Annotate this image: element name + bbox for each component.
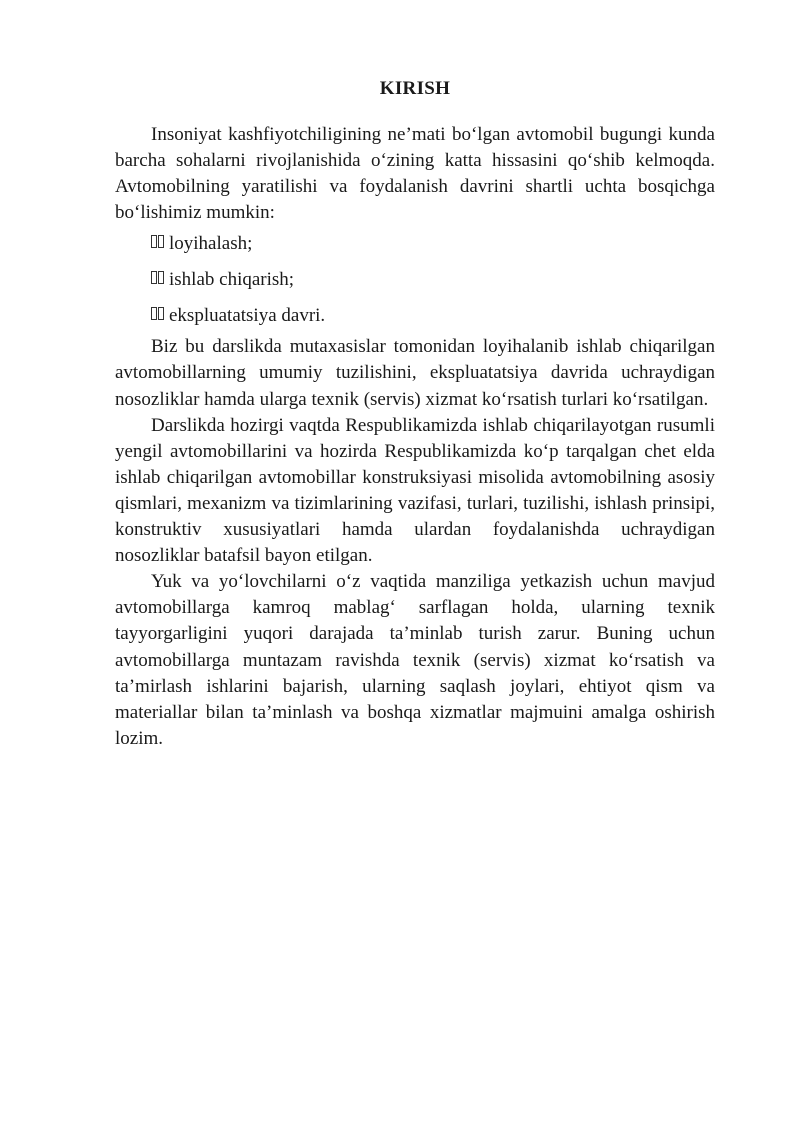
page-title: KIRISH (379, 78, 451, 99)
stage-label: ekspluatatsiya davri. (169, 305, 326, 327)
document-body (115, 122, 715, 752)
stage-item-production (115, 262, 715, 298)
missing-glyph-icon (151, 227, 169, 263)
stage-item-design (115, 226, 715, 262)
missing-glyph-icon (151, 299, 169, 335)
stage-label: loyihalash; (169, 233, 253, 255)
body-paragraph: Biz bu darslikda mutaxasislar tomonidan loyihalanib ishlab chiqarilgan avtomobillarning umumiy tuzilishini, ekspluatatsiya davrida uchraydigan nosozliklar hamda ularga texnik (servis) xizmat ko‘rsatish turlari ko‘rsatilgan. (115, 336, 715, 410)
body-paragraph: Darslikda hozirgi vaqtda Respublikamizda ishlab chiqarilayotgan rusumli yengil avtomobillarini va hozirda Respublikamizda ko‘p tarqalgan chet elda ishlab chiqarilgan avtomobillar konstruksiyasi misolida avtomobilning asosiy qismlari, mexanizm va tizimlarining vazifasi, turlari, tuzilishi, ishlash prinsipi, konstruktiv xususiyatlari hamda ulardan foydalanishda uchraydigan nosozliklar batafsil bayon etilgan. (115, 414, 715, 567)
missing-glyph-icon (151, 263, 169, 299)
stage-item-operation (115, 298, 715, 334)
intro-paragraph: Insoniyat kashfiyotchiligining ne’mati bo‘lgan avtomobil bugungi kunda barcha sohalarni rivojlanishida o‘zining katta hissasini qo‘shib kelmoqda. Avtomobilning yaratilishi va foydalanish davrini shartli uchta bosqichga bo‘lishimiz mumkin: (115, 124, 715, 224)
body-paragraph: Yuk va yo‘lovchilarni o‘z vaqtida manziliga yetkazish uchun mavjud avtomobillarga kamroq mablag‘ sarflagan holda, ularning texnik tayyorgarligini yuqori darajada ta’minlab turish zarur. Buning uchun avtomobillarga muntazam ravishda texnik (servis) xizmat ko‘rsatish va ta’mirlash ishlarini bajarish, ularning saqlash joylari, ehtiyot qism va materiallar bilan ta’minlash va boshqa xizmatlar majmuini amalga oshirish lozim. (115, 571, 715, 749)
stage-label: ishlab chiqarish; (169, 269, 295, 291)
